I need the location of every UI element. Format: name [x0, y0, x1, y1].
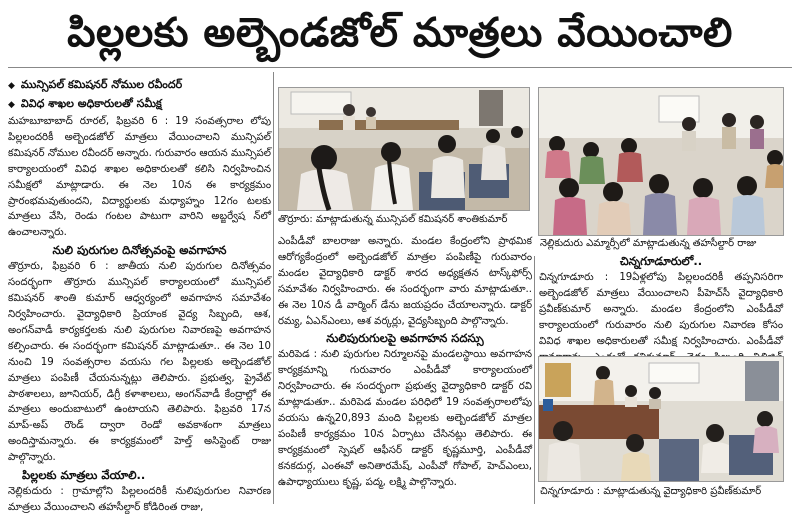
subheading-seminar: నులిపురుగులపై అవగాహన సదస్సు [326, 331, 484, 346]
subheading-chinnagudur: చిన్నగూడూరులో.. [619, 254, 703, 268]
photo-torrur-meeting [278, 87, 530, 211]
article-nellikuduru-cont: ఎంపీడీవో బాలరాజు అన్నారు. మండల కేంద్రంలోని ప్రాథమిక ఆరోగ్యకేంద్రంలో అల్బెండజోల్ మాత్రల పంపిణీపై గురువారం మండల వైద్యాధికారి డాక్టర్ శారద అధ్యక్షతన టాస్క్‌ఫోర్స్ సమావేశం నిర్వహించారు. ఈ సందర్భంగా వారు మాట్లాడుతూ.. ఈ నెల 10న డీ వార్మింగ్ డేను జయప్రదం చేయాలన్నారు. డాక్టర్ రమ్య, ఏఎన్ఎంలు, ఆశ వర్కర్లు, వైద్యసిబ్బంది పాల్గొన్నారు. [278, 236, 532, 327]
photo-chinnagudur-caption: చిన్నగూడూరు : మాట్లాడుతున్న వైద్యాధికారి ప్రవీణ్‌కుమార్ [540, 486, 762, 497]
highlights [8, 76, 268, 114]
photo-nellikuduru-meeting [538, 87, 784, 236]
headline: పిల్లలకు అల్బెండజోల్ మాత్రలు వేయించాలి [67, 10, 733, 56]
article-nellikuduru: నెల్లికుదురు : గ్రామాల్లోని పిల్లలందరికీ నులిపురుగుల నివారణ మాత్రలు వేయించాలని తహసీల్దార్ కోడిరింత రాజు, [8, 486, 271, 513]
highlight-item: ◆ వివిధ శాఖల అధికారులతో సమీక్ష [8, 95, 268, 114]
article-column-1 [8, 114, 271, 513]
subheading-awareness: నులి పురుగుల దినోత్సవంపై అవగాహన [52, 243, 227, 258]
column-divider-2 [534, 256, 535, 504]
article-intro: మహబూబాబాద్ రూరల్, ఫిబ్రవరి 6 : 19 సంవత్సరాల లోపు పిల్లలందరికీ అల్బెండజోల్ మాత్రలు వేయించాలని మున్సిపల్ కమిషనర్ నోముల రవీందర్ అన్నారు. గురువారం ఆయన మున్సిపల్ కార్యాలయంలో వివిధ శాఖల అధికారులతో కలిసి నిర్వహించిన సమీక్షలో మాట్లాడారు. ఈ నెల 10న ఈ కార్యక్రమం ప్రారంభమవుతుందని, విద్యార్థులకు మధ్యాహ్నం 12గం టలకు మాత్రలు వేసి, రెండు గంటల పాటుగా వారిని అబ్జర్వేష న్‌లో ఉంచాలన్నారు. [8, 116, 271, 239]
article-torrur: తొర్రూరు, ఫిబ్రవరి 6 : జాతీయ నులి పురుగుల దినోత్సవం సందర్భంగా తొర్రూరు మున్సిపల్ కార్యాలయంలో మున్సిపల్ కమిషనర్ శాంతి కుమార్ ఆధ్వర్యంలో అవగాహన సమావేశం నిర్వహించారు. వైద్యాధికారి ప్రియాంక వైద్య సిబ్బంది, ఆశ, అంగన్‌వాడీ కార్యకర్తలకు నులి పురుగుల నివారణపై అవగాహన కల్పించారు. ఈ సందర్భంగా కమిషనర్ మాట్లాడుతూ.. ఈ నెల 10 నుంచి 19 సంవత్సరాల వయసు గల పిల్లలకు అల్బెండజోల్ మాత్రలు పంపిణీ చేయనున్నట్లు తెలిపారు. ప్రభుత్వ, ప్రైవేట్ పాఠశాలలు, జూనియర్, డిగ్రీ కళాశాలలు, అంగన్‌వాడీ కేంద్రాల్లో ఈ మాత్రలు అందుబాటులో ఉంటాయని తెలిపారు. ఫిబ్రవరి 17న మాప్-అప్ రౌండ్ ద్వారా రెండో అవకాశంగా మాత్రలు అందిస్తామన్నారు. ఈ కార్యక్రమంలో హెల్త్ అసిస్టెంట్ రాజు పాల్గొన్నారు. [8, 261, 271, 464]
highlight-item: ◆ మున్సిపల్ కమిషనర్ నోముల రవీందర్ [8, 76, 268, 95]
article-maripeda: మరిపెడ : నులి పురుగుల నిర్మూలనపై మండలస్థాయి అవగాహన కార్యక్రమాన్ని గురువారం ఎంపీడీవో కార్యాలయంలో నిర్వహించారు. ఈ సందర్భంగా ప్రభుత్వ వైద్యాధికారి డాక్టర్ రవి మాట్లాడుతూ.. మరిపెడ మండల పరిధిలో 19 సంవత్సరాలలోపు వయసు ఉన్న20,893 మంది పిల్లలకు అల్బెండజోల్ మాత్రల పంపిణీ కార్యక్రమం 10న ఏర్పాటు చేసినట్లు తెలిపారు. ఈ కార్యక్రమంలో స్పెషల్ ఆఫీసర్ డాక్టర్ కృష్ణమూర్తి, ఎంపీడీవో కనకదుర్గ, ఎంఈవో అనితారమేష్, ఎంపీవో గోపాల్, హెచ్ఎంలు, ఉపాధ్యాయులు కృష్ణ, పద్మ, లక్ష్మి పాల్గొన్నారు. [278, 349, 532, 488]
photo-torrur-image [279, 88, 529, 210]
photo-torrur-caption: తొర్రూరు: మాట్లాడుతున్న మున్సిపల్ కమిషనర్ శాంతికుమార్ [278, 214, 508, 225]
photo-chinnagudur-image [539, 357, 783, 481]
article-chinnagudur: చిన్నగూడూరు : 19ఏళ్లలోపు పిల్లలందరికీ తప్పనిసరిగా అల్బెండజోల్ మాత్రలు వేయించాలని పీహెచ్‌సీ వైద్యాధికారి ప్రవీణ్‌కుమార్ అన్నారు. మండల కేంద్రంలోని ఎంపీడీవో కార్యాలయంలో గురువారం నులి పురుగుల నివారణ కోసం వివిధ శాఖల అధికారులతో సమీక్ష నిర్వహించారు. ఎంపీడీవో [539, 272, 783, 347]
article-column-2 [278, 234, 532, 504]
photo-nellikuduru-caption: నెల్లికుదురు ఎమ్మార్సీలో మాట్లాడుతున్న తహసీల్దార్ రాజు [540, 238, 757, 249]
headline-rule [8, 67, 792, 68]
subheading-tablets: పిల్లలకు మాత్రలు వేయాలి.. [22, 468, 146, 483]
photo-nellikuduru-image [539, 88, 783, 235]
article-column-3 [539, 252, 783, 354]
column-divider [273, 72, 274, 504]
photo-chinnagudur-meeting [538, 356, 784, 482]
